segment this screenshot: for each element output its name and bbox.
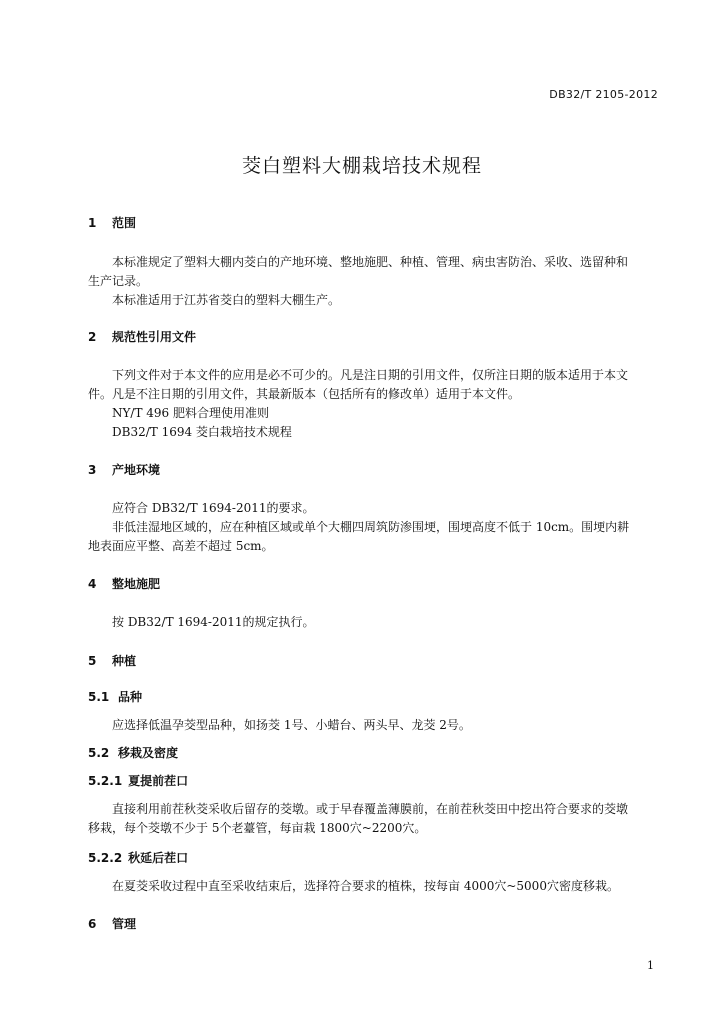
section-3-heading xyxy=(88,461,160,478)
paragraph: 直接利用前茬秋茭采收后留存的茭墩。或于早春覆盖薄膜前，在前茬秋茭田中挖出符合要求的茭墩 xyxy=(112,802,629,816)
section-number: 6 xyxy=(88,917,97,931)
subsection-5-1-heading xyxy=(88,688,142,705)
section-title: 产地环境 xyxy=(112,463,161,477)
reference-item: DB32/T 1694 茭白栽培技术规程 xyxy=(112,425,292,439)
section-1-heading xyxy=(88,214,136,231)
paragraph: 应选择低温孕茭型品种，如扬茭 1号、小蜡台、两头早、龙茭 2号。 xyxy=(112,718,471,732)
paragraph-continuation: 件。凡是不注日期的引用文件，其最新版本（包括所有的修改单）适用于本文件。 xyxy=(88,387,521,401)
section-number: 5 xyxy=(88,654,97,668)
section-title: 整地施肥 xyxy=(112,577,161,591)
page-number: 1 xyxy=(647,959,654,972)
subsection-number: 5.2.1 xyxy=(88,774,123,788)
section-5-heading xyxy=(88,652,136,669)
subsection-5-2-heading xyxy=(88,744,178,761)
paragraph: 按 DB32/T 1694-2011的规定执行。 xyxy=(112,615,315,629)
paragraph: 在夏茭采收过程中直至采收结束后，选择符合要求的植株，按每亩 4000穴~5000穴密度移栽。 xyxy=(112,879,619,893)
subsection-title: 秋延后茬口 xyxy=(128,851,189,865)
paragraph-continuation: 移栽，每个茭墩不少于 5个老薹管，每亩栽 1800穴~2200穴。 xyxy=(88,821,427,835)
subsection-title: 品种 xyxy=(118,690,143,704)
section-title: 种植 xyxy=(112,654,137,668)
document-number: DB32/T 2105-2012 xyxy=(549,88,658,101)
section-title: 管理 xyxy=(112,917,137,931)
subsection-number: 5.2 xyxy=(88,746,110,760)
paragraph: 应符合 DB32/T 1694-2011的要求。 xyxy=(112,501,315,515)
paragraph: 下列文件对于本文件的应用是必不可少的。凡是注日期的引用文件，仅所注日期的版本适用于本文 xyxy=(112,368,629,382)
subsection-number: 5.2.2 xyxy=(88,851,123,865)
subsection-5-2-2-heading xyxy=(88,849,188,866)
subsection-title: 移栽及密度 xyxy=(118,746,179,760)
paragraph: 本标准规定了塑料大棚内茭白的产地环境、整地施肥、种植、管理、病虫害防治、采收、选留种和 xyxy=(112,255,629,269)
subsection-number: 5.1 xyxy=(88,690,110,704)
section-title: 规范性引用文件 xyxy=(112,330,197,344)
section-number: 1 xyxy=(88,216,97,230)
paragraph-continuation: 地表面应平整、高差不超过 5cm。 xyxy=(88,539,274,553)
section-number: 4 xyxy=(88,577,97,591)
section-4-heading xyxy=(88,575,160,592)
paragraph: 本标准适用于江苏省茭白的塑料大棚生产。 xyxy=(112,293,341,307)
paragraph-continuation: 生产记录。 xyxy=(88,274,149,288)
reference-item: NY/T 496 肥料合理使用准则 xyxy=(112,406,270,420)
document-title: 茭白塑料大棚栽培技术规程 xyxy=(241,155,482,177)
section-number: 2 xyxy=(88,330,97,344)
section-6-heading xyxy=(88,915,136,932)
section-number: 3 xyxy=(88,463,97,477)
paragraph: 非低洼湿地区域的，应在种植区域或单个大棚四周筑防渗围埂，围埂高度不低于 10cm。围埂内耕 xyxy=(112,520,630,534)
section-title: 范围 xyxy=(112,216,137,230)
subsection-title: 夏提前茬口 xyxy=(128,774,189,788)
section-2-heading xyxy=(88,328,196,345)
subsection-5-2-1-heading xyxy=(88,772,188,789)
